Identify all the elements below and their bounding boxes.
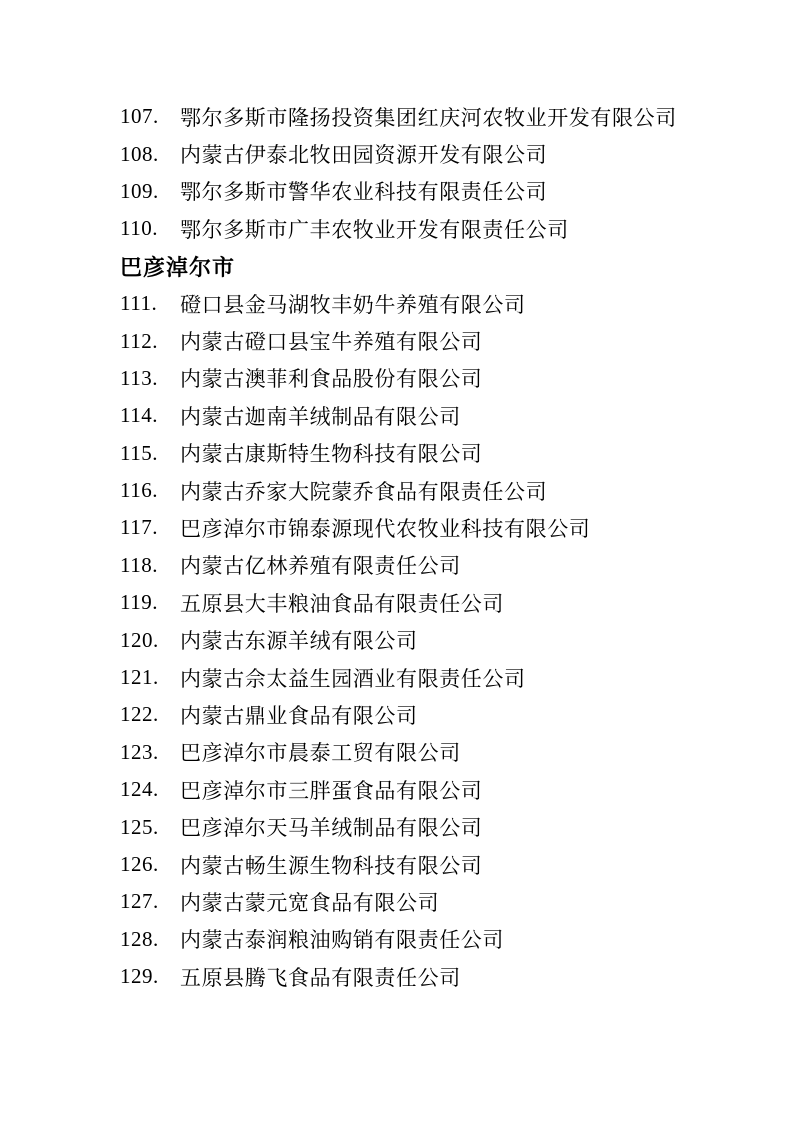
- list-item-number: 128.: [120, 926, 159, 951]
- list-item: [120, 509, 753, 546]
- list-item-number: 124.: [120, 777, 159, 802]
- list-item-number: 107.: [120, 104, 159, 129]
- list-item: [120, 958, 753, 995]
- company-name: 内蒙古乔家大院蒙乔食品有限责任公司: [180, 479, 548, 504]
- list-item: [120, 285, 753, 322]
- list-item: [120, 584, 753, 621]
- list-item-number: 121.: [120, 665, 159, 690]
- list-item-number: 109.: [120, 178, 159, 203]
- list-item: [120, 397, 753, 434]
- company-name: 鄂尔多斯市警华农业科技有限责任公司: [180, 180, 548, 205]
- company-name: 内蒙古磴口县宝牛养殖有限公司: [180, 330, 483, 355]
- list-item-number: 117.: [120, 515, 158, 540]
- list-item-number: 119.: [120, 590, 158, 615]
- list-item-number: 125.: [120, 814, 159, 839]
- list-item-number: 127.: [120, 889, 159, 914]
- company-name: 内蒙古澳菲利食品股份有限公司: [180, 367, 483, 392]
- list-item: [120, 173, 753, 210]
- company-name: 磴口县金马湖牧丰奶牛养殖有限公司: [180, 292, 526, 317]
- list-item-number: 122.: [120, 702, 159, 727]
- list-item-number: 112.: [120, 328, 158, 353]
- list-item-number: 118.: [120, 552, 158, 577]
- list-item: [120, 883, 753, 920]
- company-name: 内蒙古伊泰北牧田园资源开发有限公司: [180, 143, 548, 168]
- list-item-number: 111.: [120, 291, 158, 316]
- list-item: [120, 808, 753, 845]
- company-name: 内蒙古畅生源生物科技有限公司: [180, 853, 483, 878]
- list-item-number: 114.: [120, 403, 158, 428]
- list-item-number: 113.: [120, 365, 158, 390]
- list-item: [120, 98, 753, 135]
- list-item: [120, 210, 753, 247]
- list-item: [120, 696, 753, 733]
- list-item-number: 116.: [120, 478, 158, 503]
- list-item: [120, 360, 753, 397]
- list-item: [120, 547, 753, 584]
- company-name: 内蒙古鼎业食品有限公司: [180, 703, 418, 728]
- list-item: [120, 472, 753, 509]
- section-heading-bayannur: [120, 248, 753, 285]
- list-item-number: 110.: [120, 216, 158, 241]
- list-item: [120, 621, 753, 658]
- company-name: 巴彦淖尔市三胖蛋食品有限公司: [180, 778, 483, 803]
- list-item: [120, 659, 753, 696]
- list-item: [120, 135, 753, 172]
- list-item-number: 129.: [120, 964, 159, 989]
- list-item-number: 120.: [120, 627, 159, 652]
- section-heading-text: 巴彦淖尔市: [120, 254, 236, 280]
- list-item-number: 123.: [120, 739, 159, 764]
- list-item: [120, 734, 753, 771]
- company-name: 五原县腾飞食品有限责任公司: [180, 965, 461, 990]
- company-name: 巴彦淖尔市锦泰源现代农牧业科技有限公司: [180, 516, 591, 541]
- list-item: [120, 435, 753, 472]
- list-item: [120, 771, 753, 808]
- company-name: 内蒙古东源羊绒有限公司: [180, 629, 418, 654]
- company-name: 巴彦淖尔市晨泰工贸有限公司: [180, 741, 461, 766]
- list-item: [120, 921, 753, 958]
- company-name: 鄂尔多斯市广丰农牧业开发有限责任公司: [180, 217, 569, 242]
- list-item: [120, 322, 753, 359]
- list-item: [120, 846, 753, 883]
- list-item-number: 108.: [120, 141, 159, 166]
- list-item-number: 115.: [120, 440, 158, 465]
- company-name: 内蒙古佘太益生园酒业有限责任公司: [180, 666, 526, 691]
- company-name: 内蒙古亿林养殖有限责任公司: [180, 554, 461, 579]
- company-name: 内蒙古康斯特生物科技有限公司: [180, 442, 483, 467]
- company-name: 内蒙古迦南羊绒制品有限公司: [180, 404, 461, 429]
- company-name: 五原县大丰粮油食品有限责任公司: [180, 591, 504, 616]
- company-name: 鄂尔多斯市隆扬投资集团红庆河农牧业开发有限公司: [180, 105, 677, 130]
- list-item-number: 126.: [120, 852, 159, 876]
- company-name: 内蒙古蒙元宽食品有限公司: [180, 890, 440, 915]
- company-name: 巴彦淖尔天马羊绒制品有限公司: [180, 816, 483, 841]
- company-name: 内蒙古泰润粮油购销有限责任公司: [180, 928, 504, 953]
